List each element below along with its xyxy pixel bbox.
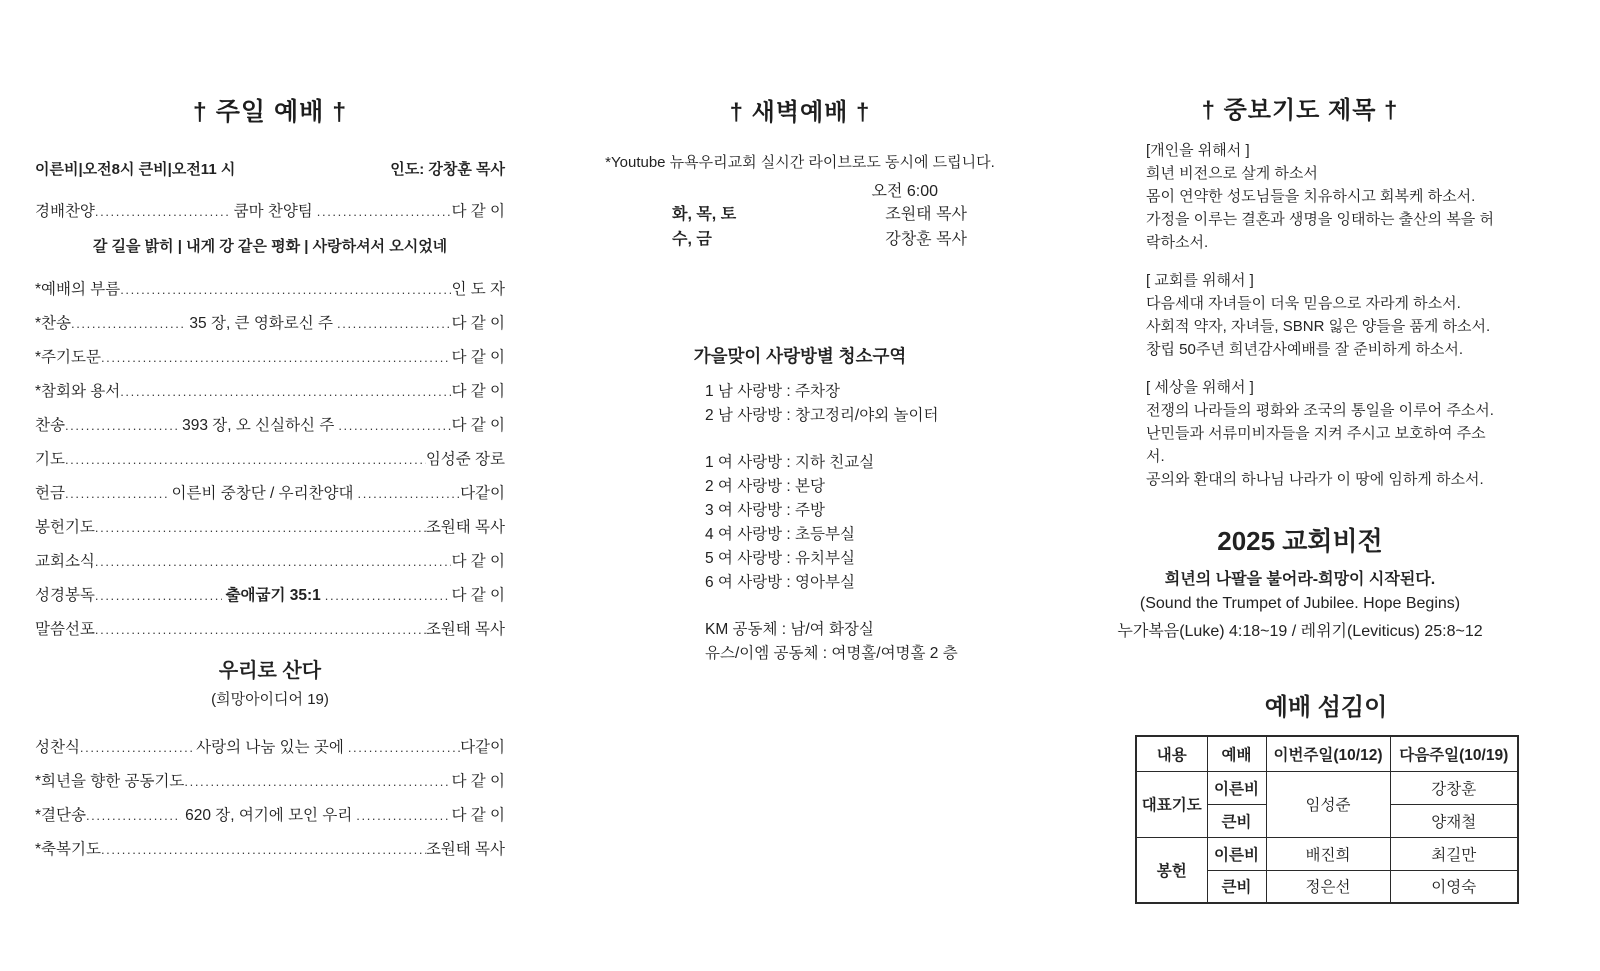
order-row [35,413,505,447]
opening-praise-block [35,199,505,265]
order-item-detail: 사랑의 나눔 있는 곳에 [196,739,344,756]
dotted-leader [95,622,426,637]
order-row [35,199,505,233]
order-row [35,379,505,413]
prayer-line: 희년 비전으로 살게 하소서 [1146,165,1318,182]
order-item-person: 다 같 이 [451,417,505,434]
cleaning-item: 5 여 사랑방 : 유치부실 [705,550,855,567]
dotted-leader [337,316,451,331]
prayer-line: 공의와 환대의 하나님 나라가 이 땅에 임하게 하소서. [1146,471,1484,488]
order-item-detail: 393 장, 오 신실하신 주 [182,417,335,434]
sunday-worship-title: † 주일 예배 † [192,98,348,126]
prayer-line: 몸이 연약한 성도님들을 치유하시고 회복케 하소서. [1146,188,1476,205]
dotted-leader [101,842,426,857]
order-row [35,447,505,481]
order-row [35,345,505,379]
dawn-schedule-row [600,201,1000,226]
order-item-label: 기도 [35,451,65,468]
dotted-leader [95,204,230,219]
cell-offering-next-main: 이영숙 [1390,870,1518,903]
col-header-next-week: 다음주일(10/19) [1390,736,1518,771]
order-item-person: 조원태 목사 [425,519,505,536]
order-item-label: *찬송 [35,315,71,332]
list-gap [705,595,1000,618]
cleaning-item: 1 여 사랑방 : 지하 친교실 [705,454,875,471]
order-item-label: 말씀선포 [35,621,95,638]
dotted-leader [65,418,178,433]
vision-title: 2025 교회비전 [1217,526,1383,556]
order-item-person: 다 같 이 [451,383,505,400]
cleaning-item: 2 남 사랑방 : 창고정리/야외 놀이터 [705,407,939,424]
order-item-person: 다같이 [460,485,505,502]
order-item-person: 다 같 이 [451,349,505,366]
youtube-live-note: *Youtube 뉴욕우리교회 실시간 라이브로도 동시에 드립니다. [605,154,995,171]
dotted-leader [338,418,451,433]
church-vision-section [1100,521,1500,641]
col-header-service: 예배 [1207,736,1266,771]
order-row [35,311,505,345]
cleaning-item: 유스/이엠 공동체 : 여명홀/여명홀 2 층 [705,645,958,662]
cleaning-assignment-list [705,380,1000,666]
order-item-detail: 620 장, 여기에 모인 우리 [185,807,353,824]
order-row [35,617,505,651]
vision-slogan-english: (Sound the Trumpet of Jubilee. Hope Begins) [1139,595,1461,612]
dotted-leader [120,282,451,297]
order-row [35,837,505,871]
order-item-label: *결단송 [35,807,86,824]
closing-order-list [35,735,505,871]
cell-service-main: 큰비 [1207,804,1266,837]
dotted-leader [80,740,192,755]
prayer-line: 다음세대 자녀들이 더욱 믿음으로 자라게 하소서. [1146,295,1461,312]
order-item-label: 헌금 [35,485,65,502]
order-item-person: 다 같 이 [451,203,505,220]
cleaning-item: 4 여 사랑방 : 초등부실 [705,526,855,543]
cleaning-item: 3 여 사랑방 : 주방 [705,502,825,519]
dawn-service-title: † 새벽예배 † [729,99,871,126]
dotted-leader [71,316,185,331]
prayer-line: 전쟁의 나라들의 평화와 조국의 통일을 이루어 주소서. [1146,402,1494,419]
order-item-label: 교회소식 [35,553,95,570]
list-gap [705,428,1000,451]
service-times-row [35,158,505,179]
order-item-label: *예배의 부름 [35,281,121,298]
serving-table-title: 예배 섬김이 [1264,694,1388,721]
sermon-title: 우리로 산다 [218,660,322,682]
praise-medley-line: 갈 길을 밝히 | 내게 강 같은 평화 | 사랑하셔서 오시었네 [92,238,448,255]
cleaning-assignments-section [600,343,1000,666]
prayer-topics [1100,139,1500,491]
order-row [35,277,505,311]
dawn-service-column [600,92,1000,666]
cell-prayer-next-early: 강창훈 [1390,771,1518,804]
cleaning-item: 1 남 사랑방 : 주차장 [705,383,840,400]
order-item-detail: 35 장, 큰 영화로신 주 [189,315,334,332]
cell-service-early: 이른비 [1207,771,1266,804]
order-row [35,735,505,769]
order-item-label: *참회와 용서 [35,383,121,400]
dotted-leader [120,384,451,399]
order-item-detail: 이른비 중창단 / 우리찬양대 [171,485,354,502]
cell-service-main: 큰비 [1207,870,1266,903]
order-item-detail: 쿰마 찬양팀 [233,203,313,220]
dotted-leader [356,808,451,823]
presider: 인도: 강창훈 목사 [390,161,505,178]
order-item-person: 조원태 목사 [425,841,505,858]
prayer-section-heading: [ 교회를 위해서 ] [1146,272,1254,289]
prayer-section-church [1146,269,1500,361]
dotted-leader [65,486,168,501]
dotted-leader [317,204,452,219]
dotted-leader [184,774,451,789]
order-item-label: 찬송 [35,417,65,434]
prayer-section-personal [1146,139,1500,254]
cleaning-item: KM 공동체 : 남/여 화장실 [705,621,874,638]
dawn-days: 화, 목, 토 [672,206,737,223]
order-item-person: 다 같 이 [451,315,505,332]
order-item-person: 다 같 이 [451,587,505,604]
order-item-label: *희년을 향한 공동기도 [35,773,185,790]
cell-offering-label: 봉헌 [1136,837,1207,903]
vision-slogan-korean: 희년의 나팔을 불어라-희망이 시작된다. [1164,571,1436,588]
table-header-row [1136,736,1518,771]
dotted-leader [95,520,426,535]
col-header-this-week: 이번주일(10/12) [1266,736,1390,771]
order-item-person: 다 같 이 [451,553,505,570]
service-times: 이른비|오전8시 큰비|오전11 시 [35,161,236,178]
dawn-days: 수, 금 [672,231,712,248]
cell-offering-next-early: 최길만 [1390,837,1518,870]
dotted-leader [101,350,452,365]
vision-scripture: 누가복음(Luke) 4:18~19 / 레위기(Leviticus) 25:8~12 [1117,623,1483,640]
table-row [1136,771,1518,804]
prayer-line: 가정을 이루는 결혼과 생명을 잉태하는 출산의 복을 허락하소서. [1146,211,1494,251]
prayer-section-heading: [개인을 위해서 ] [1146,142,1250,159]
cell-offering-this-early: 배진희 [1266,837,1390,870]
cell-prayer-this-week: 임성준 [1266,771,1390,837]
cell-prayer-next-main: 양재철 [1390,804,1518,837]
dawn-pastor: 강창훈 목사 [885,231,967,248]
order-item-label: *주기도문 [35,349,101,366]
order-of-worship-list [35,277,505,651]
prayer-section-world [1146,376,1500,491]
sunday-worship-column [35,92,505,871]
order-item-person: 임성준 장로 [425,451,505,468]
cleaning-item: 2 여 사랑방 : 본당 [705,478,825,495]
dotted-leader [65,452,426,467]
col-header-content: 내용 [1136,736,1207,771]
dawn-service-time: 오전 6:00 [871,183,938,200]
dotted-leader [357,486,460,501]
dawn-pastor: 조원태 목사 [885,206,967,223]
order-item-person: 다 같 이 [451,807,505,824]
cell-service-early: 이른비 [1207,837,1266,870]
prayer-line: 사회적 약자, 자녀들, SBNR 잃은 양들을 품게 하소서. [1146,318,1491,335]
dotted-leader [95,588,222,603]
order-item-person: 조원태 목사 [425,621,505,638]
order-item-label: 성경봉독 [35,587,95,604]
order-row [35,583,505,617]
cleaning-section-title: 가을맞이 사랑방별 청소구역 [693,346,907,366]
cleaning-item: 6 여 사랑방 : 영아부실 [705,574,855,591]
serving-schedule-section [1135,687,1517,904]
dotted-leader [95,554,452,569]
order-item-person: 다같이 [460,739,505,756]
order-item-label: *축복기도 [35,841,101,858]
prayer-line: 난민들과 서류미비자들을 지켜 주시고 보호하여 주소서. [1146,425,1486,465]
sermon-subtitle: (희망아이디어 19) [211,691,329,708]
table-row [1136,837,1518,870]
prayer-section-heading: [ 세상을 위해서 ] [1146,379,1254,396]
scripture-reference: 출애굽기 35:1 [225,587,321,604]
cell-offering-this-main: 정은선 [1266,870,1390,903]
cell-prayer-label: 대표기도 [1136,771,1207,837]
serving-table [1135,735,1519,904]
order-item-label: 경배찬양 [35,203,95,220]
dotted-leader [86,808,181,823]
order-row [35,803,505,837]
order-row [35,515,505,549]
dotted-leader [348,740,460,755]
dawn-schedule-row [600,226,1000,251]
order-row [35,549,505,583]
dotted-leader [325,588,452,603]
order-item-label: 성찬식 [35,739,80,756]
intercession-column [1100,90,1509,904]
order-item-label: 봉헌기도 [35,519,95,536]
intercession-title: † 중보기도 제목 † [1201,97,1399,124]
prayer-line: 창립 50주년 희년감사예배를 잘 준비하게 하소서. [1146,341,1464,358]
order-item-person: 다 같 이 [451,773,505,790]
order-row [35,769,505,803]
order-item-person: 인 도 자 [451,281,505,298]
order-row [35,481,505,515]
